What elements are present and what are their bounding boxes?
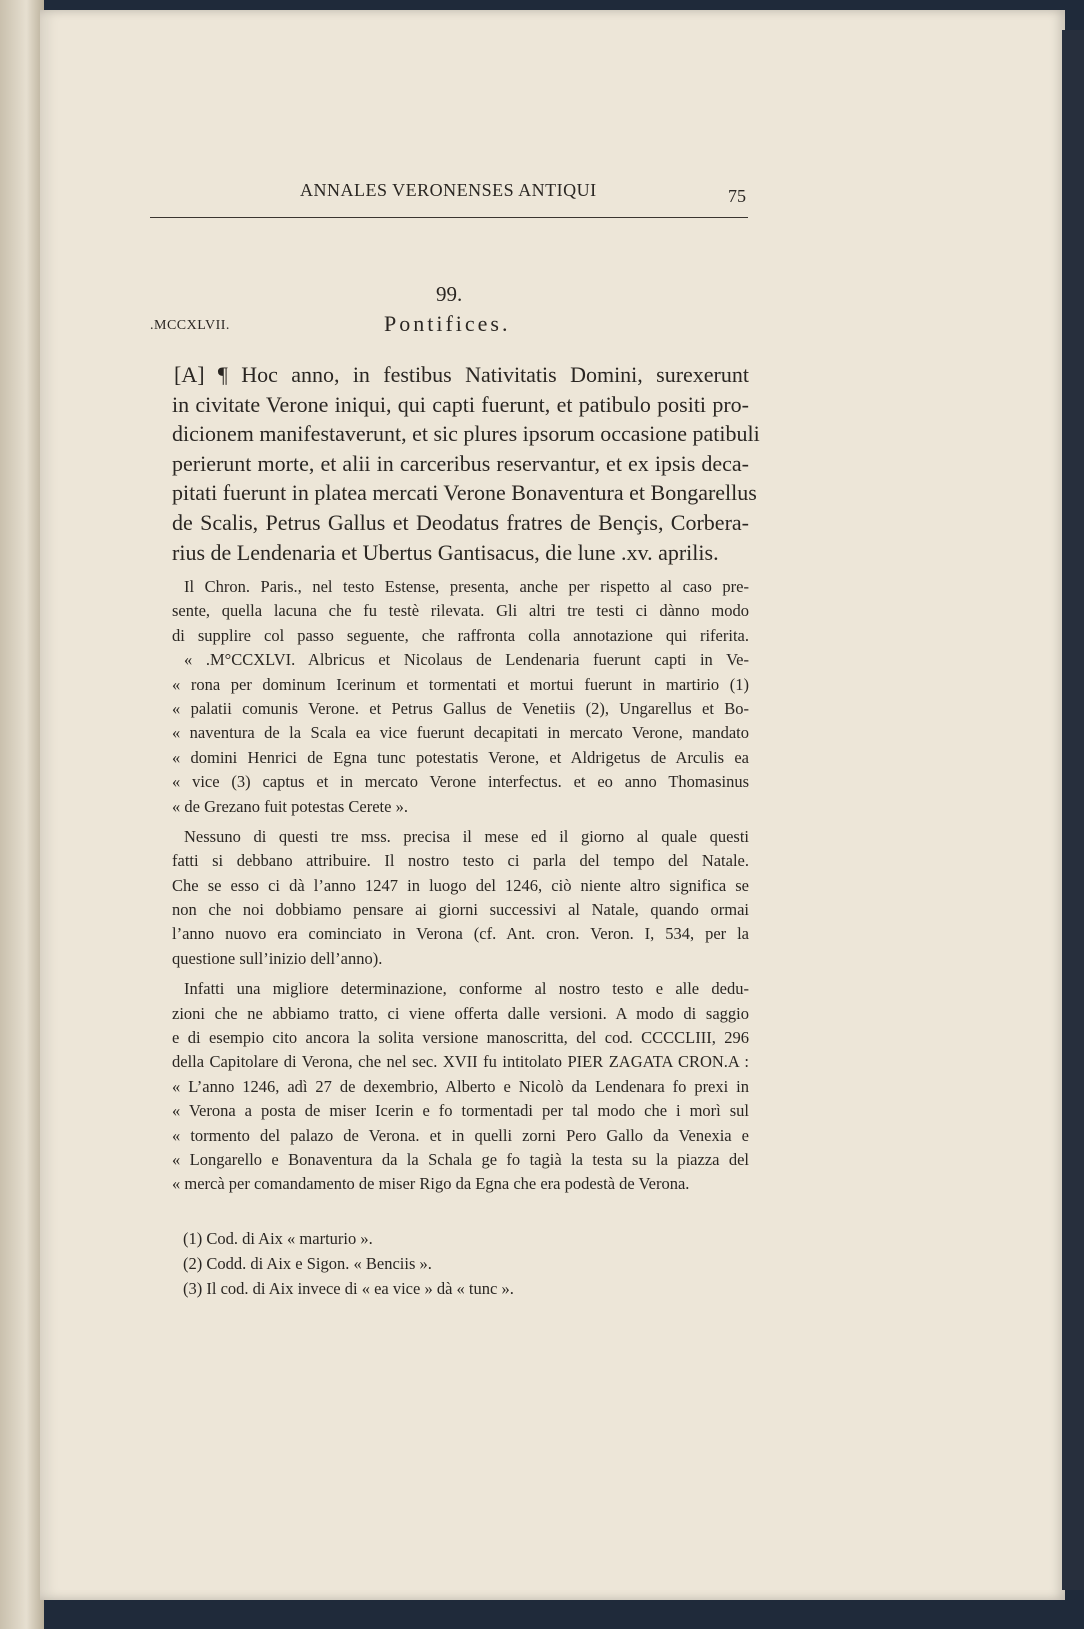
note-line: sente, quella lacuna che fu testè rilevata. Gli altri tre testi ci dànno modo (172, 601, 749, 621)
note-line: « rona per dominum Icerinum et tormentati et mortui fuerunt in martirio (1) (172, 674, 749, 694)
text-line: perierunt morte, et alii in carceribus reservantur, et ex ipsis deca- (172, 450, 749, 476)
note-line: « mercà per comandamento de miser Rigo da Egna che era podestà de Verona. (172, 1174, 690, 1194)
note-line: l’anno nuovo era cominciato in Verona (cf. Ant. cron. Veron. I, 534, per la (172, 924, 749, 944)
page-number: 75 (728, 186, 746, 206)
text-line: [A] ¶ Hoc anno, in festibus Nativitatis Domini, surexerunt (174, 362, 749, 387)
note-line: « tormento del palazo de Verona. et in quelli zorni Pero Gallo da Venexia e (172, 1125, 749, 1145)
note-line: « domini Henrici de Egna tunc potestatis Verone, et Aldrigetus de Arculis ea (172, 747, 749, 767)
note-line: « .M°CCXLVI. Albricus et Nicolaus de Lendenaria fuerunt capti in Ve- (184, 650, 749, 670)
scan-background (1062, 30, 1084, 1590)
note-line: zioni che ne abbiamo tratto, ci viene offerta dalle versioni. A modo di saggio (172, 1003, 749, 1023)
note-line: non che noi dobbiamo pensare ai giorni successivi al Natale, quando ormai (172, 900, 749, 920)
note-line: Infatti una migliore determinazione, conforme al nostro testo e alle dedu- (184, 979, 749, 999)
note-line: « Longarello e Bonaventura da la Schala ge fo tagià la testa su la piazza del (172, 1149, 749, 1169)
note-line: « vice (3) captus et in mercato Verone interfectus. et eo anno Thomasinus (172, 772, 749, 792)
note-line: Nessuno di questi tre mss. precisa il mese ed il giorno al quale questi (184, 826, 749, 846)
footnotes (183, 1226, 514, 1301)
note-line: « L’anno 1246, adì 27 de dexembrio, Alberto e Nicolò da Lendenara fo prexi in (172, 1076, 749, 1096)
commentary (172, 575, 749, 1197)
note-line: Il Chron. Paris., nel testo Estense, presenta, anche per rispetto al caso pre- (184, 577, 749, 596)
note-line: Che se esso ci dà l’anno 1247 in luogo del 1246, ciò niente altro significa se (172, 875, 749, 895)
note-line: di supplire col passo seguente, che raffronta colla annotazione qui riferita. (172, 625, 749, 645)
text-line: pitati fuerunt in platea mercati Verone Bonaventura et Bongarellus (172, 480, 757, 506)
note-line: « palatii comunis Verone. et Petrus Gallus de Venetiis (2), Ungarellus et Bo- (172, 698, 749, 718)
footnote: (3) Il cod. di Aix invece di « ea vice » dà « tunc ». (183, 1279, 514, 1298)
text-line: rius de Lendenaria et Ubertus Gantisacus, die lune .xv. aprilis. (172, 539, 719, 565)
text-line: de Scalis, Petrus Gallus et Deodatus fratres de Bençis, Corbera- (172, 509, 749, 535)
note-line: « Verona a posta de miser Icerin e fo tormentadi per tal modo che i morì sul (172, 1101, 749, 1121)
note-line: della Capitolare di Verona, che nel sec. XVII fu intitolato PIER ZAGATA CRON.A : (172, 1052, 749, 1072)
running-head: ANNALES VERONENSES ANTIQUI (300, 180, 597, 200)
note-line: e di esempio cito ancora la solita versione manoscritta, del cod. CCCCLIII, 296 (172, 1028, 749, 1048)
entry-title: Pontifices. (384, 311, 511, 336)
note-line: questione sull’inizio dell’anno). (172, 948, 383, 968)
text-line: in civitate Verone iniqui, qui capti fuerunt, et patibulo positi pro- (172, 391, 749, 417)
footnote: (2) Codd. di Aix e Sigon. « Benciis ». (183, 1254, 432, 1273)
footnote: (1) Cod. di Aix « marturio ». (183, 1229, 373, 1248)
main-text (172, 360, 760, 567)
note-line: « de Grezano fuit potestas Cerete ». (172, 796, 408, 816)
header-rule (150, 217, 748, 218)
entry-number: 99. (436, 282, 463, 306)
note-line: fatti si debbano attribuire. Il nostro testo ci parla del tempo del Natale. (172, 851, 749, 871)
text-line: dicionem manifestaverunt, et sic plures ipsorum occasione patibuli (172, 421, 760, 447)
facing-page-edge (0, 0, 44, 1629)
entry-year: .MCCXLVII. (150, 318, 230, 333)
note-line: « naventura de la Scala ea vice fuerunt decapitati in mercato Verone, mandato (172, 723, 749, 743)
